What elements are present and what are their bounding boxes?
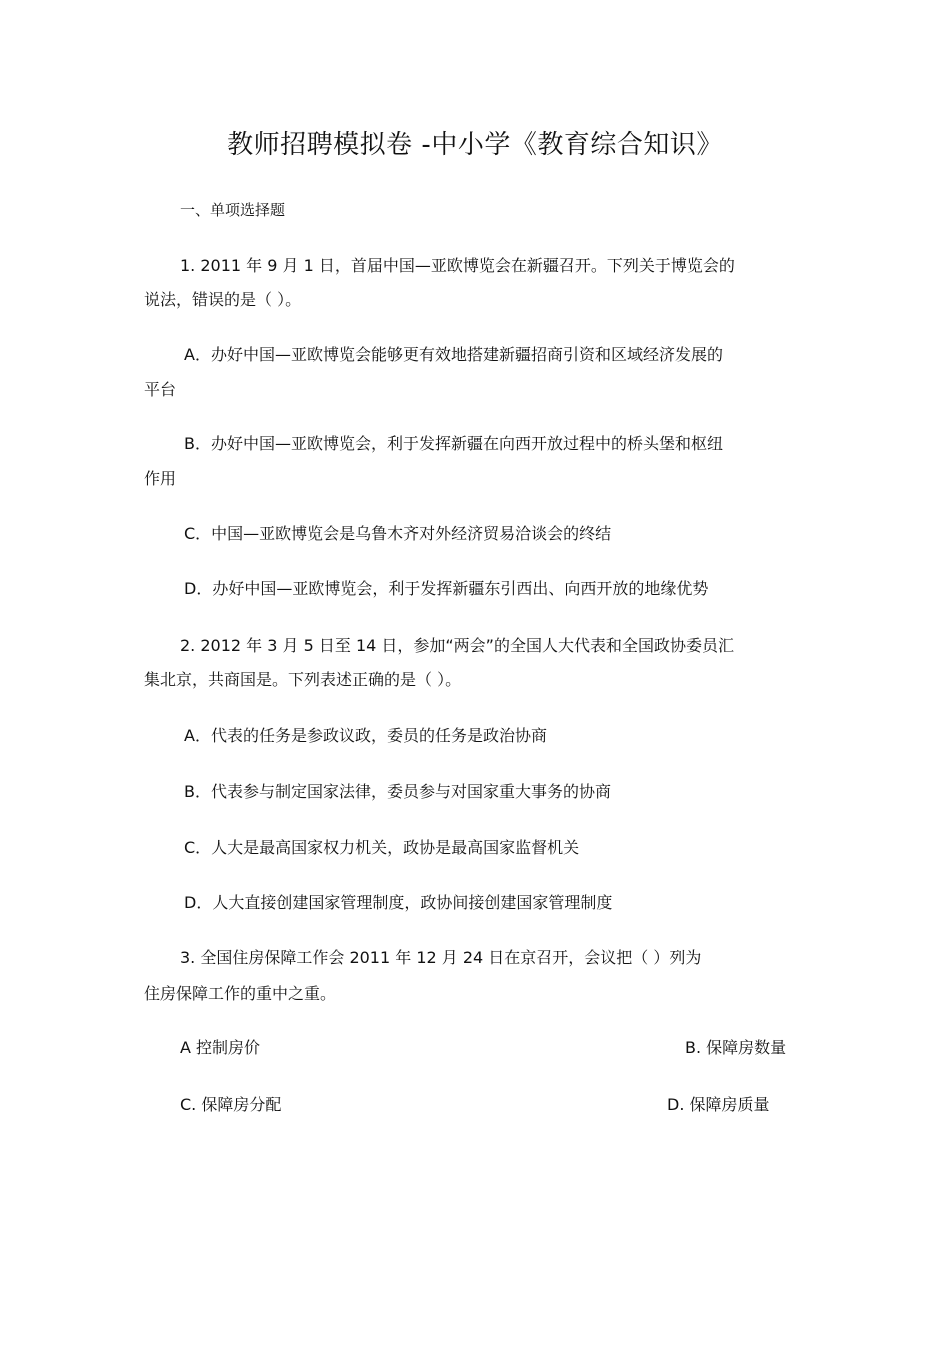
question-3-option-d: D. 保障房质量 <box>667 1095 770 1114</box>
section-heading: 一、单项选择题 <box>180 201 286 219</box>
question-2-line-2: 集北京，共商国是。下列表述正确的是（ ）。 <box>144 670 462 689</box>
question-1-option-b-line-2: 作用 <box>144 469 177 488</box>
question-2-line-1: 2. 2012 年 3 月 5 日至 14 日，参加“两会”的全国人大代表和全国政协委员汇 <box>180 636 734 655</box>
question-3-option-b: B. 保障房数量 <box>685 1038 787 1057</box>
question-2-option-a: A．代表的任务是参政议政，委员的任务是政治协商 <box>184 726 547 745</box>
question-1-option-b-line-1: B．办好中国—亚欧博览会，利于发挥新疆在向西开放过程中的桥头堡和枢纽 <box>184 434 723 453</box>
question-1-option-c: C．中国—亚欧博览会是乌鲁木齐对外经济贸易洽谈会的终结 <box>184 524 612 543</box>
question-2-option-b: B．代表参与制定国家法律，委员参与对国家重大事务的协商 <box>184 782 611 801</box>
question-3-option-a: A 控制房价 <box>180 1038 261 1057</box>
question-1-option-a-line-2: 平台 <box>144 380 177 399</box>
question-3-option-c: C. 保障房分配 <box>180 1095 282 1114</box>
question-1-line-2: 说法，错误的是（ ）。 <box>144 290 302 309</box>
question-1-line-1: 1. 2011 年 9 月 1 日，首届中国—亚欧博览会在新疆召开。下列关于博览会的 <box>180 256 735 275</box>
question-3-line-1: 3. 全国住房保障工作会 2011 年 12 月 24 日在京召开，会议把（ ）列为 <box>180 948 702 967</box>
question-1-option-a-line-1: A．办好中国—亚欧博览会能够更有效地搭建新疆招商引资和区域经济发展的 <box>184 345 723 364</box>
question-2-option-d: D．人大直接创建国家管理制度，政协间接创建国家管理制度 <box>184 893 613 912</box>
question-1-option-d: D．办好中国—亚欧博览会，利于发挥新疆东引西出、向西开放的地缘优势 <box>184 579 709 598</box>
question-3-line-2: 住房保障工作的重中之重。 <box>144 984 337 1003</box>
question-2-option-c: C．人大是最高国家权力机关，政协是最高国家监督机关 <box>184 838 580 857</box>
document-title: 教师招聘模拟卷 -中小学《教育综合知识》 <box>227 130 723 160</box>
